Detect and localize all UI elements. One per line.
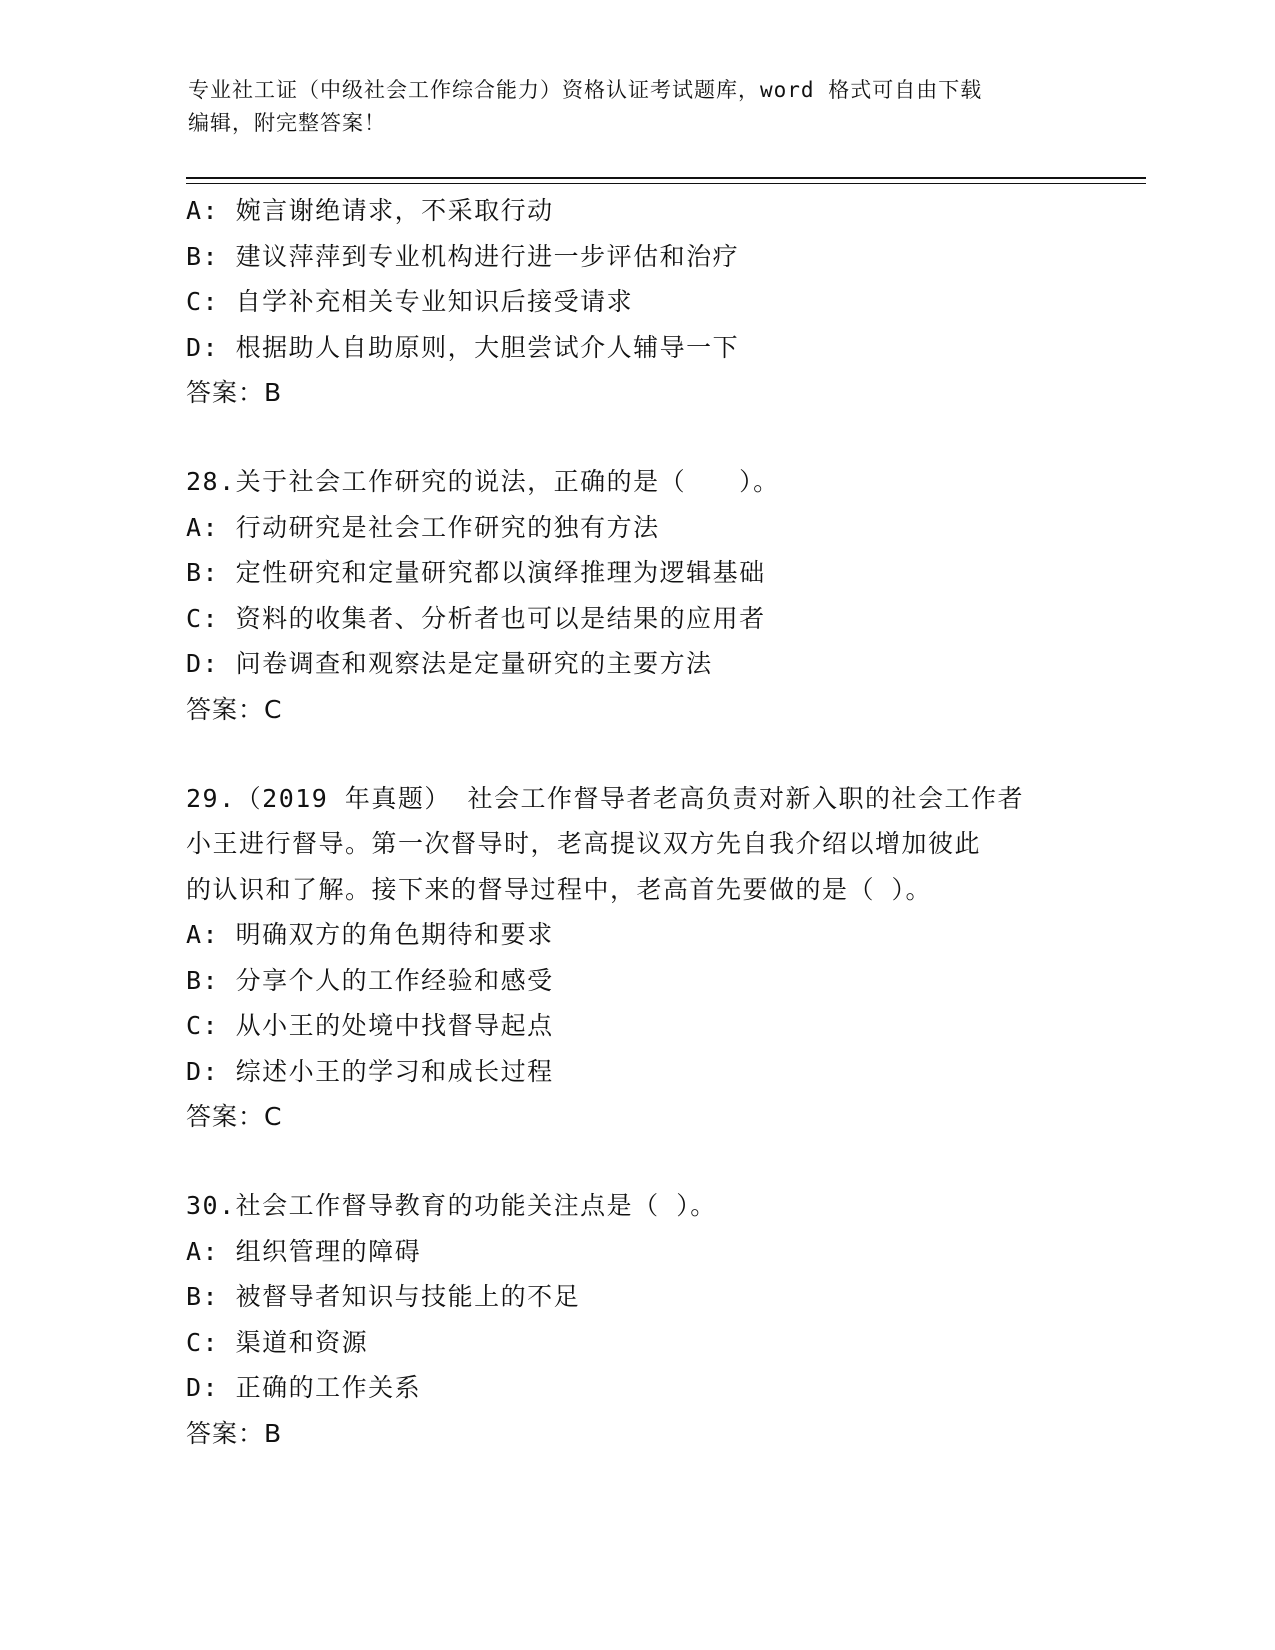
option-b: B: 被督导者知识与技能上的不足 — [186, 1282, 581, 1311]
option-c: C: 资料的收集者、分析者也可以是结果的应用者 — [186, 603, 766, 633]
header-title-line-2: 编辑，附完整答案！ — [188, 111, 386, 135]
question-spacer — [186, 732, 1086, 776]
answer-line: 答案：C — [186, 694, 283, 724]
option-c: C: 渠道和资源 — [186, 1327, 369, 1357]
option-a: A: 明确双方的角色期待和要求 — [186, 920, 554, 949]
question-spacer — [186, 1140, 1086, 1184]
header-rule-thick — [186, 177, 1146, 179]
option-b: B: 建议萍萍到专业机构进行进一步评估和治疗 — [186, 241, 740, 271]
header-rule-thin — [186, 183, 1146, 184]
option-c: C: 从小王的处境中找督导起点 — [186, 1011, 554, 1040]
question-stem-line-2: 小王进行督导。第一次督导时，老高提议双方先自我介绍以增加彼此 — [186, 829, 982, 858]
option-c: C: 自学补充相关专业知识后接受请求 — [186, 287, 634, 316]
answer-line: 答案：C — [186, 1102, 283, 1131]
question-30-block — [186, 1183, 1086, 1456]
option-d: D: 根据助人自助原则，大胆尝试介人辅导一下 — [186, 332, 740, 362]
question-list — [186, 188, 1086, 1456]
question-stem-line-3: 的认识和了解。接下来的督导过程中，老高首先要做的是（ ）。 — [186, 874, 933, 904]
question-29-block — [186, 776, 1086, 1140]
option-d: D: 正确的工作关系 — [186, 1373, 422, 1402]
question-stem: 28.关于社会工作研究的说法，正确的是（ ）。 — [186, 467, 780, 496]
answer-line: 答案：B — [186, 378, 283, 407]
question-28-block — [186, 459, 1086, 732]
option-d: D: 问卷调查和观察法是定量研究的主要方法 — [186, 649, 713, 678]
answer-line: 答案：B — [186, 1418, 283, 1448]
question-stem: 30.社会工作督导教育的功能关注点是（ ）。 — [186, 1191, 717, 1220]
option-a: A: 行动研究是社会工作研究的独有方法 — [186, 512, 660, 542]
option-b: B: 分享个人的工作经验和感受 — [186, 965, 554, 995]
option-d: D: 综述小王的学习和成长过程 — [186, 1056, 554, 1086]
option-a: A: 婉言谢绝请求，不采取行动 — [186, 196, 554, 225]
header-title-line-1: 专业社工证（中级社会工作综合能力）资格认证考试题库，word 格式可自由下载 — [188, 78, 983, 102]
question-27-block — [186, 188, 1086, 416]
document-header — [188, 74, 1068, 140]
question-spacer — [186, 416, 1086, 460]
option-a: A: 组织管理的障碍 — [186, 1236, 422, 1266]
question-stem-line-1: 29.（2019 年真题） 社会工作督导者老高负责对新入职的社会工作者 — [186, 783, 1024, 813]
option-b: B: 定性研究和定量研究都以演绎推理为逻辑基础 — [186, 558, 766, 587]
